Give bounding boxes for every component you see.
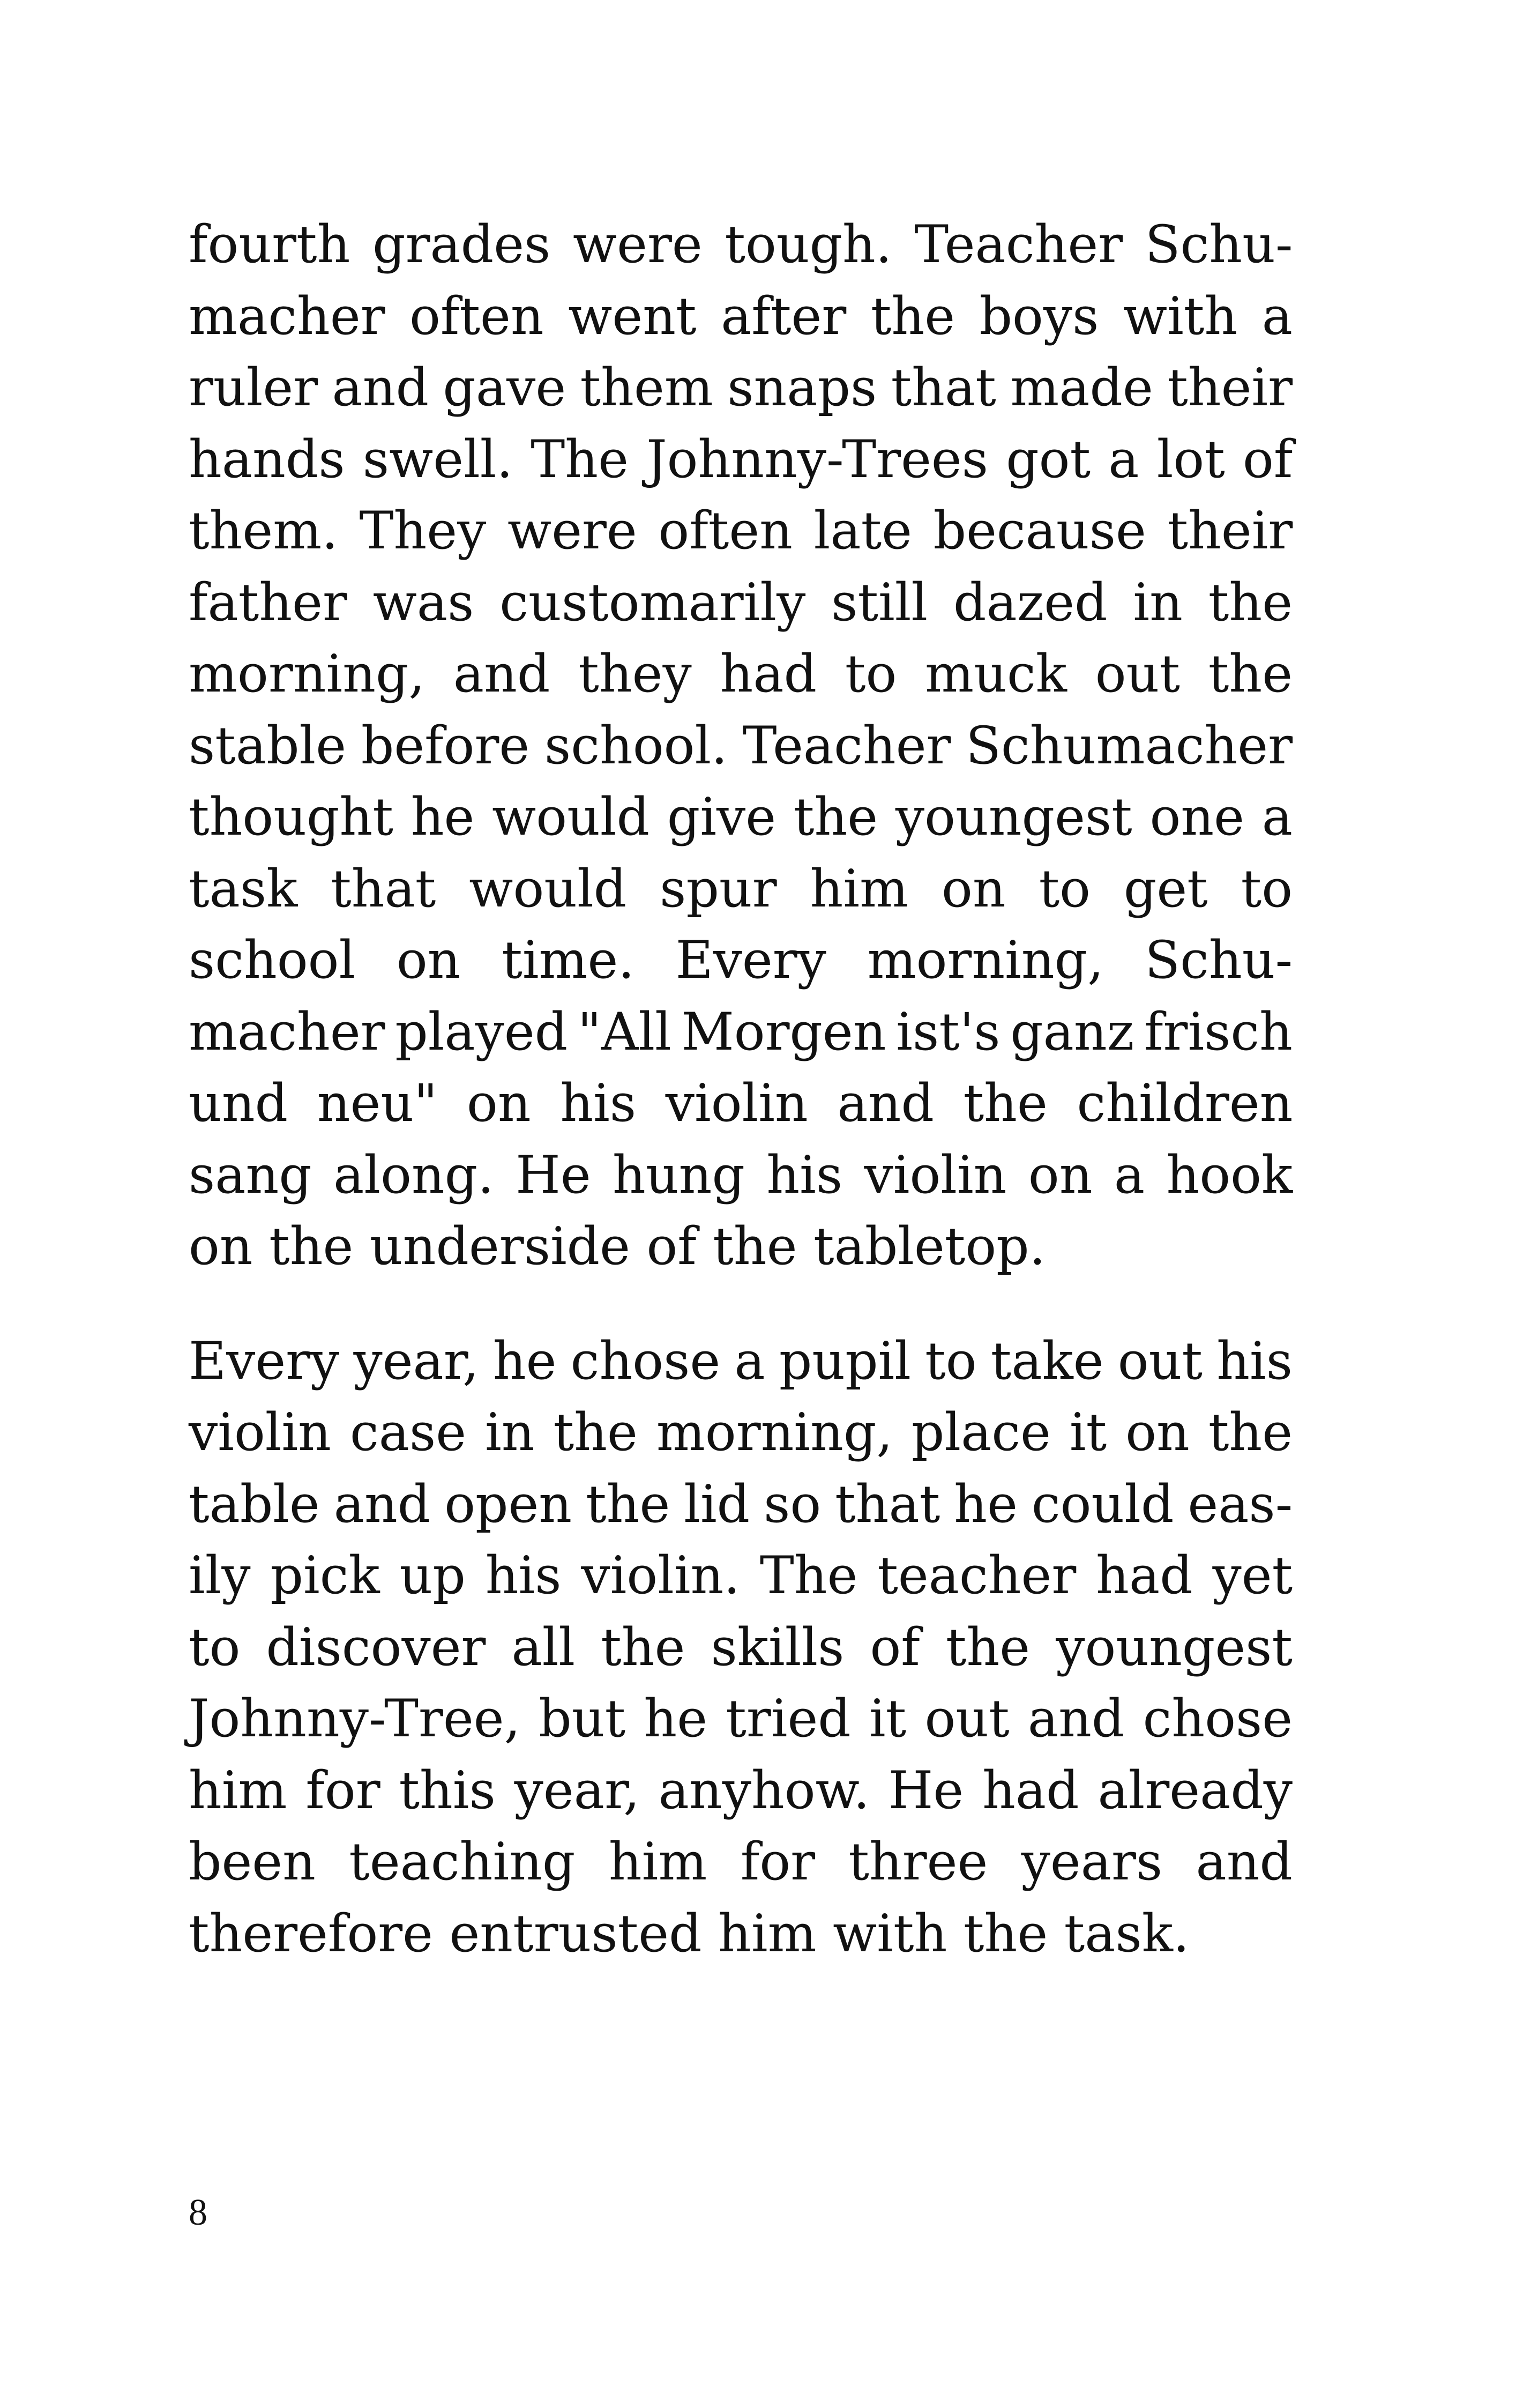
- text-line: therefore entrusted him with the task.: [189, 1903, 1190, 1964]
- text-line: morning, and they had to muck out the: [189, 644, 1293, 704]
- text-line: Johnny-Tree, but he tried it out and chose: [189, 1689, 1293, 1749]
- text-line: fourth grades were tough. Teacher Schu-: [189, 214, 1293, 274]
- text-line: ruler and gave them snaps that made their: [189, 358, 1293, 418]
- text-line: violin case in the morning, place it on the: [189, 1402, 1293, 1462]
- text-line: stable before school. Teacher Schumacher: [189, 715, 1293, 776]
- text-line: hands swell. The Johnny-Trees got a lot of: [189, 429, 1293, 489]
- text-line: table and open the lid so that he could eas-: [189, 1474, 1293, 1534]
- text-line: und neu" on his violin and the children: [189, 1073, 1293, 1133]
- body-text: [189, 209, 1293, 1969]
- text-line: thought he would give the youngest one a: [189, 787, 1293, 847]
- text-line: Every year, he chose a pupil to take out his: [189, 1331, 1293, 1391]
- text-line: them. They were often late because their: [189, 501, 1293, 561]
- text-line: to discover all the skills of the youngest: [189, 1617, 1293, 1677]
- page-number: 8: [189, 2192, 207, 2233]
- text-line: macher played "All Morgen ist's ganz frisch: [189, 1001, 1293, 1062]
- text-line: task that would spur him on to get to: [189, 858, 1293, 919]
- paragraph-1: [189, 209, 1293, 1283]
- text-line: ily pick up his violin. The teacher had yet: [189, 1545, 1293, 1606]
- text-line: school on time. Every morning, Schu-: [189, 930, 1293, 990]
- text-line: him for this year, anyhow. He had already: [189, 1760, 1293, 1820]
- text-line: father was customarily still dazed in the: [189, 572, 1293, 633]
- text-line: been teaching him for three years and: [189, 1832, 1293, 1892]
- text-line: on the underside of the tabletop.: [189, 1216, 1046, 1276]
- text-line: macher often went after the boys with a: [189, 286, 1293, 346]
- paragraph-2: [189, 1326, 1293, 1970]
- text-line: sang along. He hung his violin on a hook: [189, 1144, 1293, 1205]
